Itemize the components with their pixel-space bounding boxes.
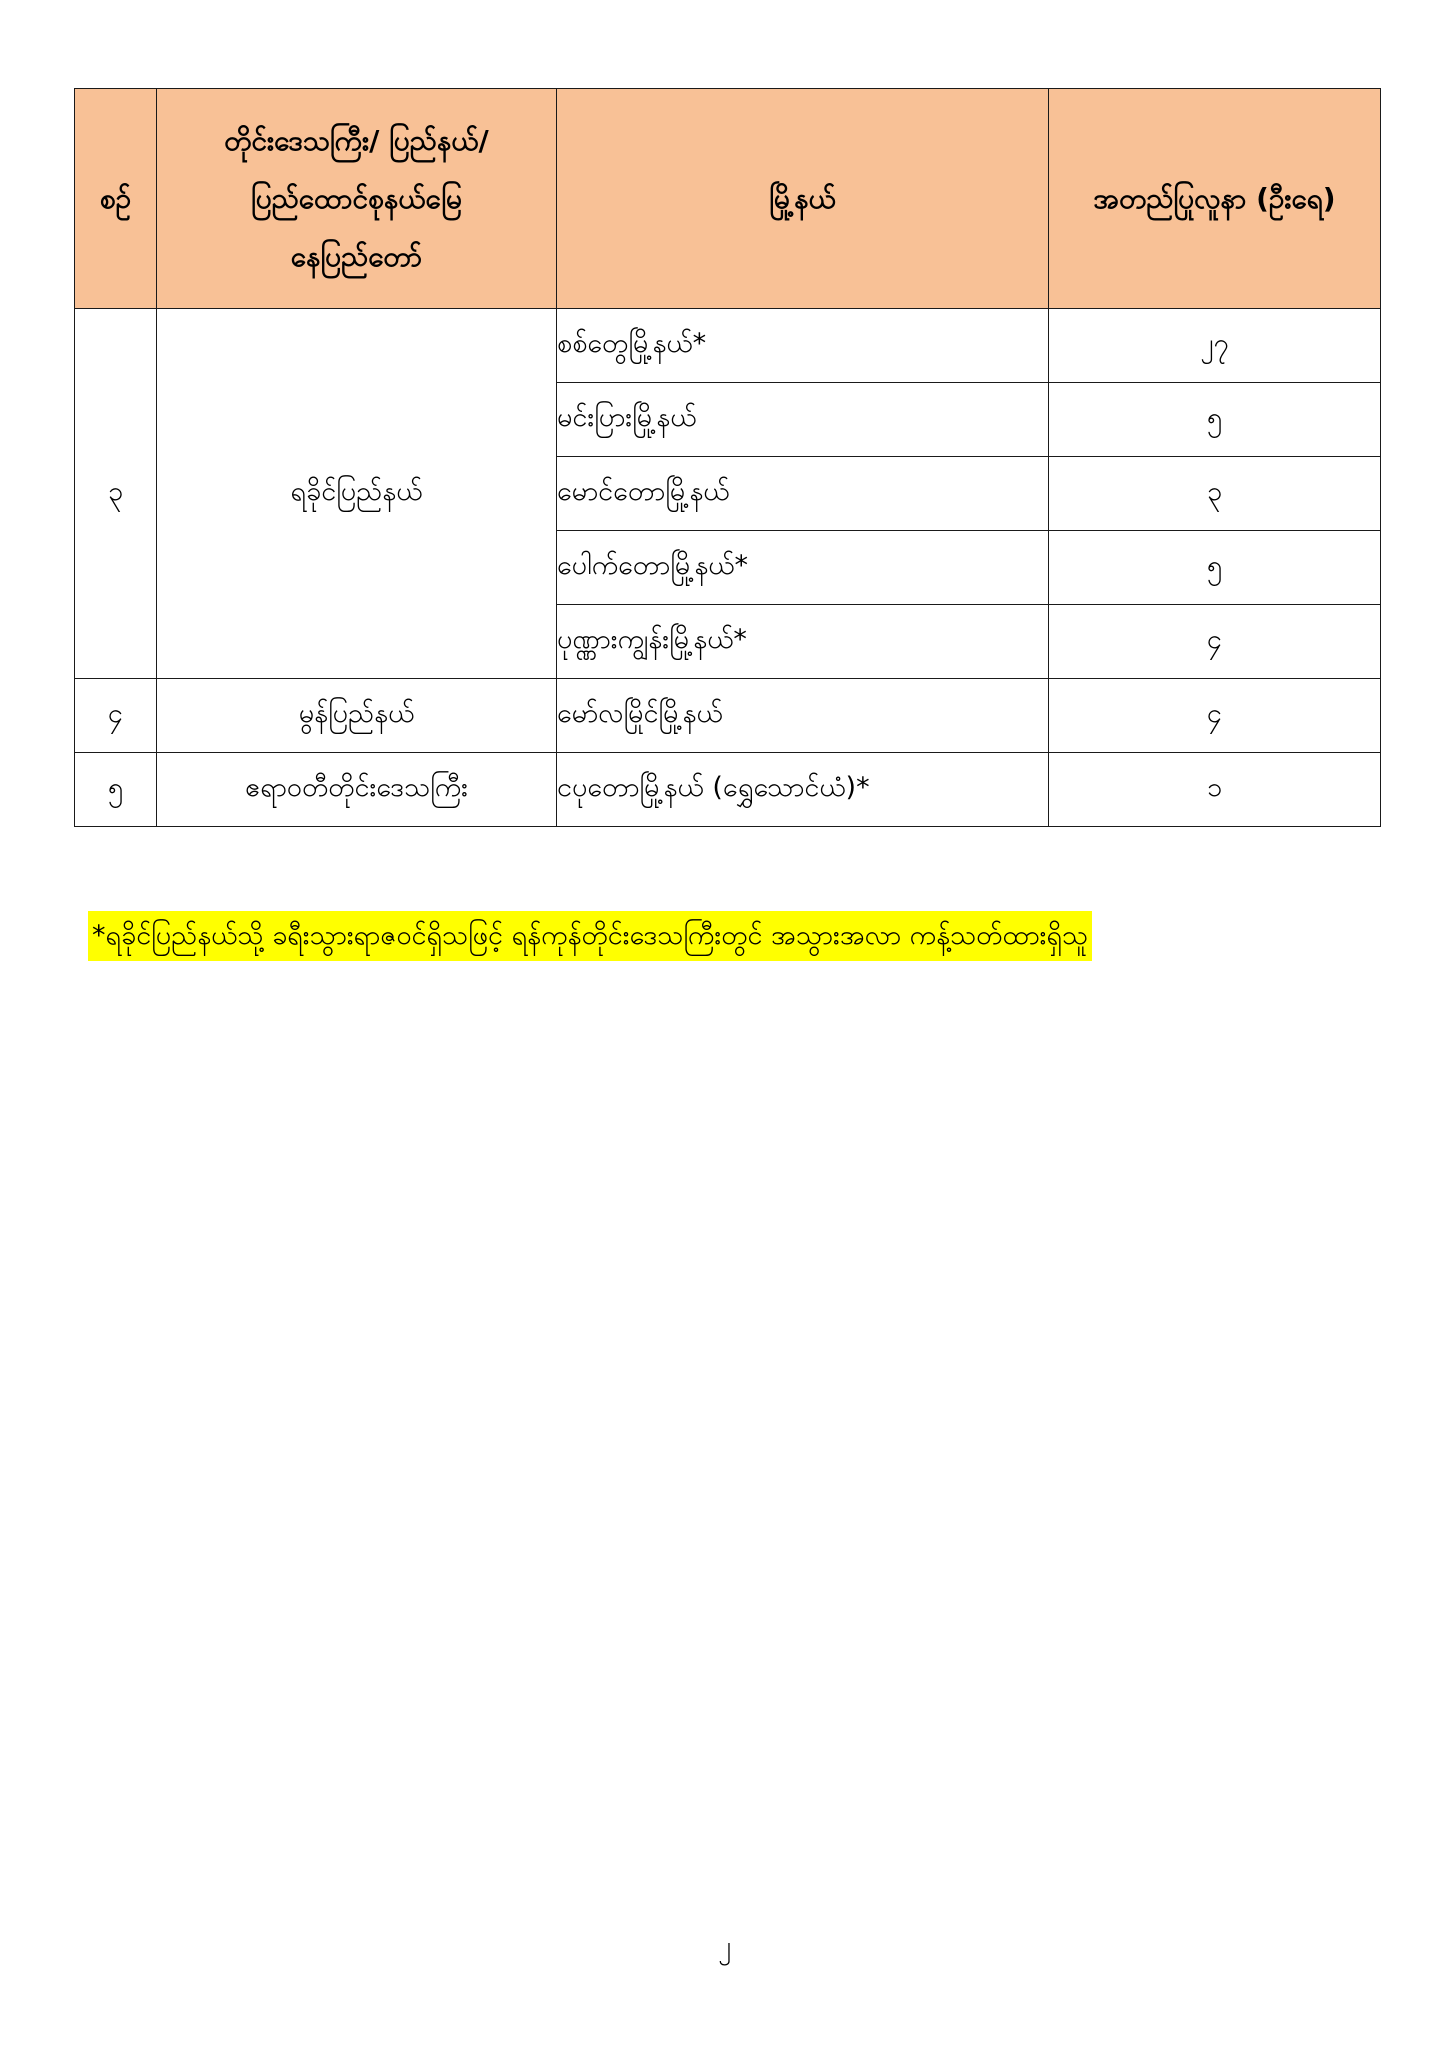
serial-no-cell: ၄ [75,679,157,753]
covid-cases-table [74,88,1381,827]
header-region [157,89,557,309]
table-row [75,679,1381,753]
count-cell: ၁ [1049,753,1381,827]
header-region-line3: နေပြည်တော် [290,239,423,273]
region-cell: မွန်ပြည်နယ် [157,679,557,753]
header-confirmed-count: အတည်ပြုလူနာ (ဦးရေ) [1049,89,1381,309]
township-cell: ငပုတောမြို့နယ် (ရွှေသောင်ယံ)* [557,753,1049,827]
township-cell: မော်လမြိုင်မြို့နယ် [557,679,1049,753]
table-row [75,753,1381,827]
table-header-row [75,89,1381,309]
count-cell: ၅ [1049,531,1381,605]
township-cell: မောင်တောမြို့နယ် [557,457,1049,531]
header-serial-no: စဉ် [75,89,157,309]
township-cell: စစ်တွေမြို့နယ်* [557,309,1049,383]
footnote-highlighted: *ရခိုင်ပြည်နယ်သို့ ခရီးသွားရာဇဝင်ရှိသဖြင့် ရန်ကုန်တိုင်းဒေသကြီးတွင် အသွားအလာ ကန့်သတ်ထားရှိသူ [88,911,1092,961]
count-cell: ၄ [1049,605,1381,679]
township-cell: ပေါက်တောမြို့နယ်* [557,531,1049,605]
serial-no-cell: ၅ [75,753,157,827]
count-cell: ၂၇ [1049,309,1381,383]
header-township: မြို့နယ် [557,89,1049,309]
region-cell: ရခိုင်ပြည်နယ် [157,309,557,679]
header-region-line2: ပြည်ထောင်စုနယ်မြေ [251,181,462,215]
region-cell: ဧရာဝတီတိုင်းဒေသကြီး [157,753,557,827]
serial-no-cell: ၃ [75,309,157,679]
table-row [75,309,1381,383]
page-number: ၂ [718,1931,731,1961]
header-region-line1: တိုင်းဒေသကြီး/ ပြည်နယ်/ [224,123,489,157]
township-cell: ပုဏ္ဏားကျွန်းမြို့နယ်* [557,605,1049,679]
count-cell: ၅ [1049,383,1381,457]
township-cell: မင်းပြားမြို့နယ် [557,383,1049,457]
count-cell: ၄ [1049,679,1381,753]
count-cell: ၃ [1049,457,1381,531]
